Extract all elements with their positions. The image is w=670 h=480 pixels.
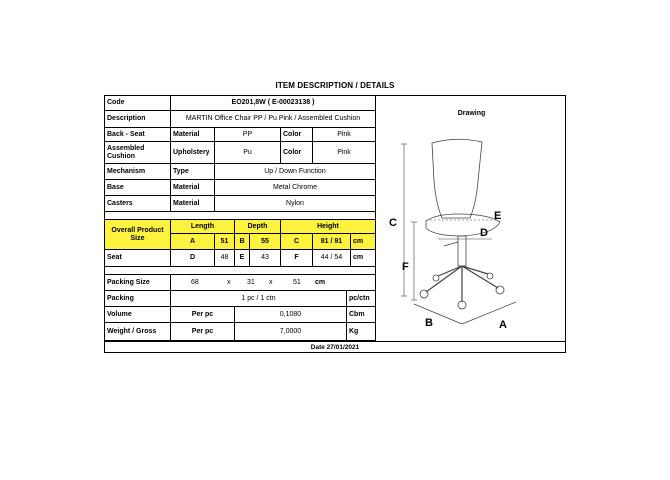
drawing-panel bbox=[376, 96, 567, 341]
backrest-outline bbox=[432, 139, 482, 218]
spec-sheet bbox=[104, 95, 566, 353]
cushion-upholstery-label: Upholstery bbox=[171, 142, 215, 164]
code-label: Code bbox=[105, 96, 171, 111]
packing-size-x2: x bbox=[269, 278, 273, 286]
seat-outline bbox=[426, 214, 500, 236]
casters-material-label: Material bbox=[171, 196, 215, 212]
date-footer: Date 27/01/2021 bbox=[310, 344, 360, 351]
seat-e-label: E bbox=[235, 250, 250, 267]
mechanism-value: Up / Down Function bbox=[215, 164, 376, 180]
overall-a-value: 51 bbox=[215, 234, 235, 250]
packing-size-length: 68 bbox=[191, 278, 199, 286]
casters-value: Nylon bbox=[215, 196, 376, 212]
chair-drawing bbox=[376, 96, 567, 341]
base-label: Base bbox=[105, 180, 171, 196]
back-seat-material-label: Material bbox=[171, 128, 215, 142]
spacer-row bbox=[105, 212, 376, 220]
height-header: Height bbox=[281, 220, 376, 234]
weight-label: Weight / Gross bbox=[105, 323, 171, 341]
seat-f-value: 44 / 54 bbox=[313, 250, 351, 267]
dim-label-c: C bbox=[389, 217, 397, 229]
packing-size-unit: cm bbox=[315, 278, 326, 286]
weight-unit: Kg bbox=[347, 323, 376, 341]
cushion-upholstery: Pu bbox=[215, 142, 281, 164]
cushion-color-label: Color bbox=[281, 142, 313, 164]
depth-header: Depth bbox=[235, 220, 281, 234]
seat-e-value: 43 bbox=[250, 250, 281, 267]
seat-unit: cm bbox=[351, 250, 376, 267]
gas-lift bbox=[458, 236, 466, 266]
volume-unit: Cbm bbox=[347, 307, 376, 323]
back-seat-material: PP bbox=[215, 128, 281, 142]
page-title: ITEM DESCRIPTION / DETAILS bbox=[275, 81, 395, 90]
packing-label: Packing bbox=[105, 291, 171, 307]
overall-unit: cm bbox=[351, 234, 376, 250]
overall-b-value: 55 bbox=[250, 234, 281, 250]
overall-size-label: Overall Product Size bbox=[105, 220, 171, 250]
spacer-row bbox=[105, 267, 376, 275]
length-header: Length bbox=[171, 220, 235, 234]
packing-size-x1: x bbox=[227, 278, 231, 286]
drawing-title: Drawing bbox=[457, 110, 486, 117]
dim-label-f: F bbox=[402, 261, 409, 273]
seat-d-label: D bbox=[171, 250, 215, 267]
mechanism-type-label: Type bbox=[171, 164, 215, 180]
description-value: MARTIN Office Chair PP / Pu Pink / Assembled Cushion bbox=[171, 111, 376, 128]
packing-value: 1 pc / 1 ctn bbox=[171, 291, 347, 307]
seat-label: Seat bbox=[105, 250, 171, 267]
dim-label-b: B bbox=[425, 317, 433, 329]
caster bbox=[487, 273, 493, 279]
weight-per: Per pc bbox=[171, 323, 235, 341]
overall-c-value: 81 / 91 bbox=[313, 234, 351, 250]
volume-label: Volume bbox=[105, 307, 171, 323]
dimension-line-b bbox=[414, 304, 462, 324]
packing-size-width: 31 bbox=[247, 278, 255, 286]
weight-value: 7,0000 bbox=[235, 323, 347, 341]
dimension-line-a bbox=[462, 302, 516, 324]
caster bbox=[420, 290, 428, 298]
description-label: Description bbox=[105, 111, 171, 128]
caster bbox=[458, 301, 466, 309]
base-material-label: Material bbox=[171, 180, 215, 196]
back-seat-color-label: Color bbox=[281, 128, 313, 142]
code-value: EO201,8W ( E-00023138 ) bbox=[171, 96, 376, 111]
dim-label-a: A bbox=[499, 319, 507, 331]
cushion-color: Pink bbox=[313, 142, 376, 164]
packing-size-label: Packing Size bbox=[105, 275, 171, 291]
overall-a-label: A bbox=[171, 234, 215, 250]
cushion-label: Assembled Cushion bbox=[105, 142, 171, 164]
caster bbox=[496, 286, 504, 294]
back-seat-color: Pink bbox=[313, 128, 376, 142]
volume-value: 0,1080 bbox=[235, 307, 347, 323]
packing-unit: pc/ctn bbox=[347, 291, 376, 307]
packing-size-row bbox=[171, 275, 376, 291]
base-legs bbox=[426, 266, 498, 302]
overall-b-label: B bbox=[235, 234, 250, 250]
overall-c-label: C bbox=[281, 234, 313, 250]
volume-per: Per pc bbox=[171, 307, 235, 323]
base-value: Metal Chrome bbox=[215, 180, 376, 196]
seat-f-label: F bbox=[281, 250, 313, 267]
packing-size-height: 51 bbox=[293, 278, 301, 286]
dim-label-e: E bbox=[494, 210, 502, 222]
dim-label-d: D bbox=[480, 227, 488, 239]
caster bbox=[433, 275, 439, 281]
lever bbox=[444, 242, 458, 246]
seat-d-value: 48 bbox=[215, 250, 235, 267]
back-seat-label: Back - Seat bbox=[105, 128, 171, 142]
mechanism-label: Mechanism bbox=[105, 164, 171, 180]
casters-label: Casters bbox=[105, 196, 171, 212]
